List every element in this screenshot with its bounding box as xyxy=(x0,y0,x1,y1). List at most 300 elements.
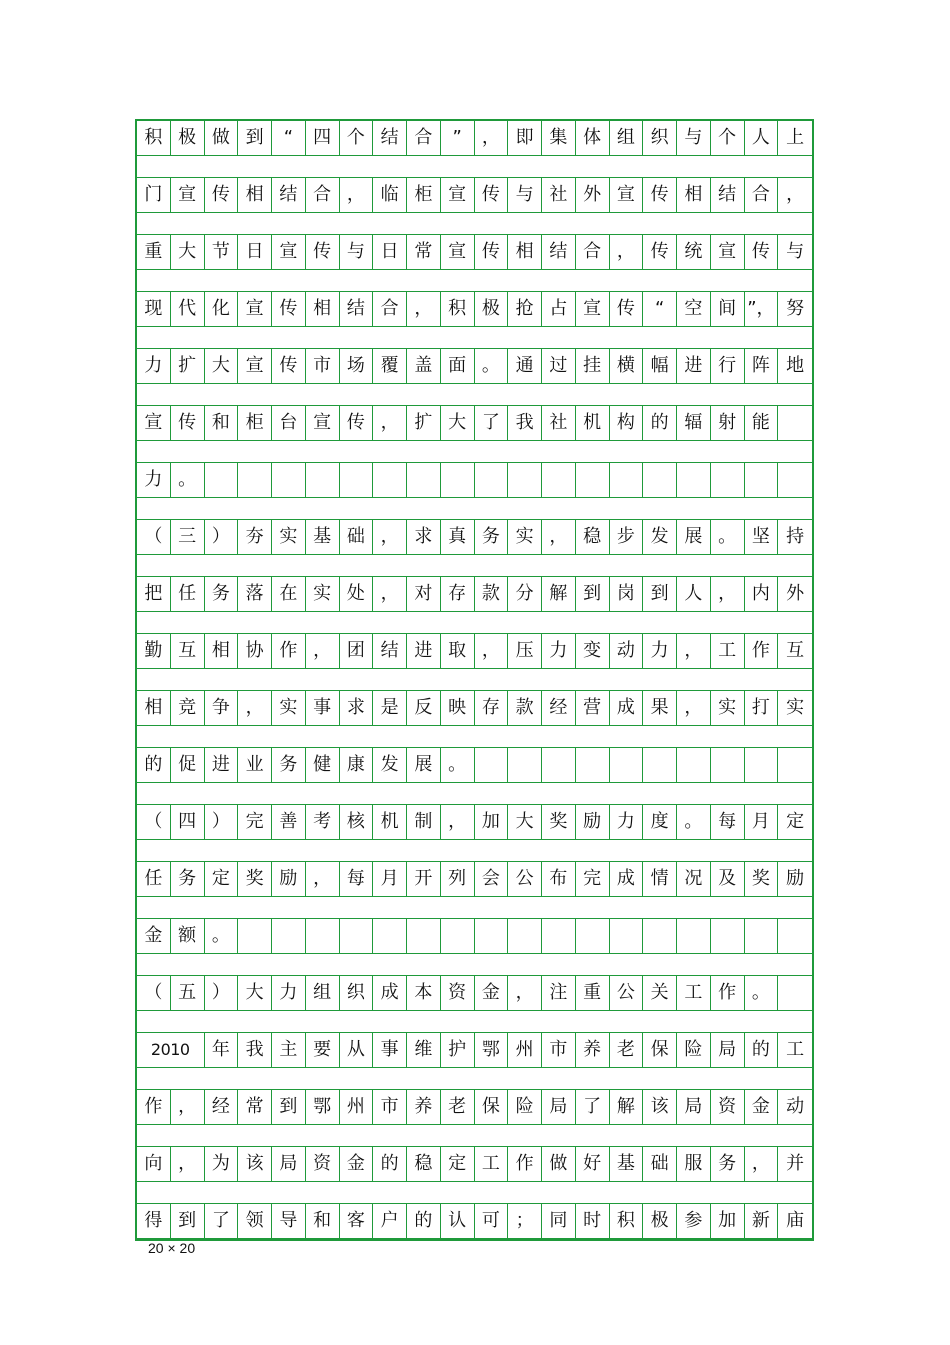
grid-cell: 人 xyxy=(745,121,779,155)
grid-cell: 制 xyxy=(407,805,441,839)
grid-cell: 市 xyxy=(306,349,340,383)
grid-cell: ， xyxy=(610,235,644,269)
grid-cell: 进 xyxy=(205,748,239,782)
grid-cell: 传 xyxy=(643,178,677,212)
grid-line xyxy=(137,1090,812,1147)
grid-cell: 发 xyxy=(643,520,677,554)
grid-cell: 务 xyxy=(171,862,205,896)
grid-cell: 实 xyxy=(711,691,745,725)
grid-cell: 大 xyxy=(238,976,272,1010)
grid-cell: 参 xyxy=(677,1204,711,1238)
grid-cell: 月 xyxy=(373,862,407,896)
grid-size-label: 20 × 20 xyxy=(148,1240,196,1256)
grid-cell: 局 xyxy=(677,1090,711,1124)
grid-cell: 工 xyxy=(677,976,711,1010)
grid-cell xyxy=(441,463,475,497)
grid-cell: 金 xyxy=(137,919,171,953)
grid-cell: 组 xyxy=(610,121,644,155)
grid-cell: 市 xyxy=(542,1033,576,1067)
grid-cell: 经 xyxy=(542,691,576,725)
grid-cell: 外 xyxy=(786,583,805,604)
grid-cell: 合 xyxy=(373,292,407,326)
grid-cell: 宣 xyxy=(238,292,272,326)
grid-cell: 业 xyxy=(238,748,272,782)
grid-cell: ， xyxy=(475,634,509,668)
grid-cell: 加 xyxy=(711,1204,745,1238)
grid-cell: 积 xyxy=(441,292,475,326)
grid-cell: ， xyxy=(475,121,509,155)
grid-line xyxy=(137,349,812,406)
grid-cell: 集 xyxy=(542,121,576,155)
grid-cell: 社 xyxy=(542,406,576,440)
grid-cell: 互 xyxy=(786,640,805,661)
grid-cell xyxy=(778,406,812,440)
grid-cell: 事 xyxy=(306,691,340,725)
grid-cell: 主 xyxy=(272,1033,306,1067)
grid-cell: 础 xyxy=(643,1147,677,1181)
grid-cell: 传 xyxy=(475,235,509,269)
grid-row xyxy=(137,178,812,213)
grid-row xyxy=(137,634,812,669)
grid-cell: ， xyxy=(306,862,340,896)
grid-cell xyxy=(745,748,779,782)
grid-cell: “ xyxy=(643,292,677,326)
grid-cell xyxy=(508,748,542,782)
grid-cell: 鄂 xyxy=(475,1033,509,1067)
grid-line xyxy=(137,178,812,235)
grid-cell: 覆 xyxy=(373,349,407,383)
grid-row xyxy=(137,463,812,498)
grid-cell: 大 xyxy=(441,406,475,440)
grid-cell: 公 xyxy=(508,862,542,896)
grid-cell: 盖 xyxy=(407,349,441,383)
grid-cell: 柜 xyxy=(407,178,441,212)
grid-cell: 和 xyxy=(306,1204,340,1238)
grid-cell: 日 xyxy=(373,235,407,269)
grid-cell: 作 xyxy=(745,634,779,668)
grid-cell: 。 xyxy=(475,349,509,383)
grid-cell: 射 xyxy=(711,406,745,440)
grid-cell: 坚 xyxy=(745,520,779,554)
grid-cell xyxy=(711,463,745,497)
grid-cell: 互 xyxy=(171,634,205,668)
grid-cell xyxy=(407,919,441,953)
grid-cell: 作 xyxy=(508,1147,542,1181)
grid-cell: 宣 xyxy=(576,292,610,326)
grid-cell: 落 xyxy=(238,577,272,611)
grid-cell xyxy=(745,919,779,953)
grid-cell xyxy=(542,748,576,782)
grid-cell: （ xyxy=(137,520,171,554)
row-gap xyxy=(137,840,812,862)
grid-cell: 实 xyxy=(272,691,306,725)
grid-cell: 幅 xyxy=(643,349,677,383)
grid-cell: 力 xyxy=(542,634,576,668)
grid-cell: 本 xyxy=(407,976,441,1010)
grid-cell: 奖 xyxy=(238,862,272,896)
grid-cell: 金 xyxy=(745,1090,779,1124)
grid-cell: 机 xyxy=(373,805,407,839)
grid-cell: 保 xyxy=(475,1090,509,1124)
grid-cell: 合 xyxy=(745,178,779,212)
grid-cell xyxy=(778,463,812,497)
grid-cell: 该 xyxy=(238,1147,272,1181)
grid-cell: 取 xyxy=(441,634,475,668)
grid-cell: 宣 xyxy=(238,349,272,383)
grid-cell xyxy=(272,919,306,953)
grid-cell: 并 xyxy=(786,1153,805,1174)
grid-cell: 人 xyxy=(677,577,711,611)
grid-cell: 年 xyxy=(205,1033,239,1067)
grid-cell xyxy=(778,976,812,1010)
grid-cell xyxy=(677,463,711,497)
row-gap xyxy=(137,555,812,577)
grid-cell: 定 xyxy=(786,811,805,832)
grid-cell: “ xyxy=(272,121,306,155)
grid-cell: 该 xyxy=(643,1090,677,1124)
grid-line xyxy=(137,235,812,292)
grid-row xyxy=(137,1147,812,1182)
grid-cell: ， xyxy=(677,691,711,725)
grid-cell: 构 xyxy=(610,406,644,440)
grid-cell: 过 xyxy=(542,349,576,383)
grid-cell: 。 xyxy=(677,805,711,839)
grid-row xyxy=(137,1204,812,1239)
grid-cell: （ xyxy=(137,976,171,1010)
grid-row xyxy=(137,1090,812,1125)
grid-cell: 定 xyxy=(441,1147,475,1181)
grid-cell: 面 xyxy=(441,349,475,383)
grid-cell: 极 xyxy=(643,1204,677,1238)
grid-cell xyxy=(643,463,677,497)
grid-cell xyxy=(778,919,812,953)
grid-cell: 任 xyxy=(171,577,205,611)
grid-cell: 月 xyxy=(745,805,779,839)
grid-cell: 把 xyxy=(137,577,171,611)
grid-cell: 维 xyxy=(407,1033,441,1067)
grid-cell: 州 xyxy=(340,1090,374,1124)
grid-cell: 体 xyxy=(576,121,610,155)
grid-cell xyxy=(306,919,340,953)
grid-cell: 宣 xyxy=(441,235,475,269)
grid-cell: 客 xyxy=(340,1204,374,1238)
grid-line xyxy=(137,520,812,577)
grid-line xyxy=(137,634,812,691)
grid-cell: 做 xyxy=(542,1147,576,1181)
grid-cell: 务 xyxy=(711,1147,745,1181)
grid-cell: 步 xyxy=(610,520,644,554)
grid-cell: ， xyxy=(373,577,407,611)
grid-cell xyxy=(711,748,745,782)
grid-cell: 到 xyxy=(171,1204,205,1238)
grid-line xyxy=(137,691,812,748)
grid-cell: 台 xyxy=(272,406,306,440)
grid-cell: 结 xyxy=(340,292,374,326)
grid-cell: 稳 xyxy=(407,1147,441,1181)
grid-cell: 大 xyxy=(508,805,542,839)
grid-cell: 好 xyxy=(576,1147,610,1181)
grid-line xyxy=(137,463,812,520)
grid-cell: 保 xyxy=(643,1033,677,1067)
grid-cell xyxy=(205,463,239,497)
grid-cell: 组 xyxy=(306,976,340,1010)
manuscript-grid xyxy=(135,119,814,1241)
grid-cell: ， xyxy=(711,577,745,611)
grid-cell: 励 xyxy=(576,805,610,839)
grid-line xyxy=(137,292,812,349)
grid-cell: 工 xyxy=(711,634,745,668)
grid-cell: ， xyxy=(441,805,475,839)
grid-cell: 资 xyxy=(711,1090,745,1124)
grid-cell: 节 xyxy=(205,235,239,269)
grid-cell: 果 xyxy=(643,691,677,725)
grid-cell: 三 xyxy=(171,520,205,554)
grid-cell: 了 xyxy=(475,406,509,440)
grid-cell: 传 xyxy=(272,349,306,383)
grid-cell: 经 xyxy=(205,1090,239,1124)
grid-cell: 四 xyxy=(171,805,205,839)
grid-cell xyxy=(475,463,509,497)
grid-cell: 地 xyxy=(786,355,805,376)
grid-cell: 对 xyxy=(407,577,441,611)
grid-cell: 竞 xyxy=(171,691,205,725)
grid-line xyxy=(137,862,812,919)
grid-cell: ， xyxy=(306,634,340,668)
grid-cell: 打 xyxy=(745,691,779,725)
grid-line xyxy=(137,577,812,634)
grid-cell: 真 xyxy=(441,520,475,554)
grid-cell: 传 xyxy=(272,292,306,326)
grid-cell: 任 xyxy=(137,862,171,896)
grid-cell: 康 xyxy=(340,748,374,782)
grid-cell: 进 xyxy=(407,634,441,668)
grid-cell: 空 xyxy=(677,292,711,326)
grid-row xyxy=(137,976,812,1011)
grid-cell: 。 xyxy=(171,463,205,497)
grid-cell: 会 xyxy=(475,862,509,896)
grid-cell: 成 xyxy=(610,862,644,896)
grid-cell: 布 xyxy=(542,862,576,896)
grid-cell: 老 xyxy=(610,1033,644,1067)
grid-cell xyxy=(643,748,677,782)
grid-cell: 夯 xyxy=(238,520,272,554)
grid-cell: 注 xyxy=(542,976,576,1010)
grid-cell: 积 xyxy=(610,1204,644,1238)
grid-cell: 资 xyxy=(441,976,475,1010)
grid-cell: 发 xyxy=(373,748,407,782)
grid-cell: 宣 xyxy=(306,406,340,440)
grid-cell: 的 xyxy=(643,406,677,440)
grid-cell: 相 xyxy=(508,235,542,269)
grid-cell: 宣 xyxy=(711,235,745,269)
grid-cell: 存 xyxy=(441,577,475,611)
grid-cell: 机 xyxy=(576,406,610,440)
grid-cell: 养 xyxy=(576,1033,610,1067)
grid-cell xyxy=(340,919,374,953)
grid-cell: 结 xyxy=(711,178,745,212)
grid-cell: 结 xyxy=(542,235,576,269)
row-gap xyxy=(137,327,812,349)
grid-cell: ， xyxy=(677,634,711,668)
grid-cell xyxy=(711,919,745,953)
grid-cell: 织 xyxy=(340,976,374,1010)
grid-cell: 相 xyxy=(205,634,239,668)
grid-row xyxy=(137,349,812,384)
grid-cell: 服 xyxy=(677,1147,711,1181)
row-gap xyxy=(137,726,812,748)
grid-cell: 力 xyxy=(137,349,171,383)
grid-cell: 常 xyxy=(407,235,441,269)
grid-cell: 务 xyxy=(205,577,239,611)
grid-cell: 和 xyxy=(205,406,239,440)
grid-cell: （ xyxy=(137,805,171,839)
grid-cell: 务 xyxy=(475,520,509,554)
grid-cell: 行 xyxy=(711,349,745,383)
grid-cell xyxy=(677,748,711,782)
grid-row xyxy=(137,919,812,954)
grid-cell: 内 xyxy=(745,577,779,611)
grid-cell: 与 xyxy=(340,235,374,269)
grid-cell xyxy=(576,748,610,782)
grid-cell xyxy=(441,919,475,953)
grid-cell: ） xyxy=(205,805,239,839)
grid-cell: 求 xyxy=(407,520,441,554)
grid-cell: 个 xyxy=(711,121,745,155)
grid-cell: ， xyxy=(542,520,576,554)
grid-row xyxy=(137,691,812,726)
row-gap xyxy=(137,1011,812,1033)
row-gap xyxy=(137,897,812,919)
grid-cell: 作 xyxy=(711,976,745,1010)
grid-cell xyxy=(508,463,542,497)
grid-cell: 力 xyxy=(643,634,677,668)
grid-cell: 的 xyxy=(373,1147,407,1181)
grid-cell: 到 xyxy=(576,577,610,611)
grid-cell: 同 xyxy=(542,1204,576,1238)
grid-cell: ， xyxy=(745,1147,779,1181)
row-gap xyxy=(137,1125,812,1147)
grid-cell: 力 xyxy=(137,463,171,497)
grid-cell: 展 xyxy=(407,748,441,782)
grid-cell: 现 xyxy=(137,292,171,326)
grid-cell: 传 xyxy=(745,235,779,269)
grid-cell: 。 xyxy=(711,520,745,554)
grid-cell: 到 xyxy=(643,577,677,611)
grid-cell: 进 xyxy=(677,349,711,383)
grid-cell xyxy=(542,919,576,953)
grid-cell: 从 xyxy=(340,1033,374,1067)
grid-cell: 金 xyxy=(475,976,509,1010)
row-gap xyxy=(137,498,812,520)
grid-line xyxy=(137,919,812,976)
grid-cell: 。 xyxy=(205,919,239,953)
grid-cell: ） xyxy=(205,976,239,1010)
grid-cell: 开 xyxy=(407,862,441,896)
grid-cell: 新 xyxy=(745,1204,779,1238)
grid-cell: 营 xyxy=(576,691,610,725)
grid-cell: 可 xyxy=(475,1204,509,1238)
grid-cell: 争 xyxy=(205,691,239,725)
grid-cell: 结 xyxy=(272,178,306,212)
grid-cell: 作 xyxy=(272,634,306,668)
grid-cell: 护 xyxy=(441,1033,475,1067)
grid-cell: 力 xyxy=(610,805,644,839)
grid-cell: 。 xyxy=(441,748,475,782)
grid-cell: 极 xyxy=(475,292,509,326)
grid-cell: 公 xyxy=(610,976,644,1010)
grid-cell: 完 xyxy=(576,862,610,896)
grid-cell: 与 xyxy=(677,121,711,155)
row-gap xyxy=(137,384,812,406)
grid-cell: 合 xyxy=(407,121,441,155)
grid-cell: 代 xyxy=(171,292,205,326)
grid-cell: ， xyxy=(407,292,441,326)
grid-cell: ， xyxy=(373,520,407,554)
grid-cell: 传 xyxy=(340,406,374,440)
grid-cell: ； xyxy=(508,1204,542,1238)
row-gap xyxy=(137,1068,812,1090)
grid-row xyxy=(137,862,812,897)
grid-cell: 户 xyxy=(373,1204,407,1238)
grid-cell xyxy=(272,463,306,497)
row-gap xyxy=(137,156,812,178)
grid-line xyxy=(137,1204,812,1239)
grid-cell: 大 xyxy=(205,349,239,383)
grid-cell xyxy=(677,919,711,953)
grid-cell: 稳 xyxy=(576,520,610,554)
grid-cell: 为 xyxy=(205,1147,239,1181)
grid-cell: 压 xyxy=(508,634,542,668)
grid-line xyxy=(137,406,812,463)
grid-cell: 努 xyxy=(786,298,805,319)
grid-cell: 养 xyxy=(407,1090,441,1124)
grid-cell: 传 xyxy=(306,235,340,269)
grid-cell: 传 xyxy=(610,292,644,326)
grid-cell: 相 xyxy=(677,178,711,212)
grid-cell: 向 xyxy=(137,1147,171,1181)
grid-cell: 存 xyxy=(475,691,509,725)
grid-cell: 市 xyxy=(373,1090,407,1124)
grid-cell: 老 xyxy=(441,1090,475,1124)
grid-cell: 每 xyxy=(340,862,374,896)
grid-cell: 得 xyxy=(137,1204,171,1238)
grid-cell: 力 xyxy=(272,976,306,1010)
grid-cell xyxy=(643,919,677,953)
grid-cell: 2010 xyxy=(137,1033,205,1067)
row-gap xyxy=(137,441,812,463)
grid-cell: 与 xyxy=(508,178,542,212)
grid-cell: 相 xyxy=(238,178,272,212)
grid-cell: 事 xyxy=(373,1033,407,1067)
grid-cell: 度 xyxy=(643,805,677,839)
grid-cell: 奖 xyxy=(745,862,779,896)
grid-cell: 了 xyxy=(205,1204,239,1238)
grid-cell: 积 xyxy=(137,121,171,155)
grid-cell: 的 xyxy=(745,1033,779,1067)
grid-cell: ， xyxy=(508,976,542,1010)
grid-cell: ） xyxy=(205,520,239,554)
grid-cell: 我 xyxy=(238,1033,272,1067)
grid-cell: 健 xyxy=(306,748,340,782)
grid-cell: 动 xyxy=(610,634,644,668)
grid-cell: 横 xyxy=(610,349,644,383)
grid-cell: 传 xyxy=(171,406,205,440)
grid-cell xyxy=(542,463,576,497)
grid-cell: 宣 xyxy=(610,178,644,212)
grid-cell: 鄂 xyxy=(306,1090,340,1124)
grid-cell: 反 xyxy=(407,691,441,725)
grid-cell xyxy=(238,463,272,497)
